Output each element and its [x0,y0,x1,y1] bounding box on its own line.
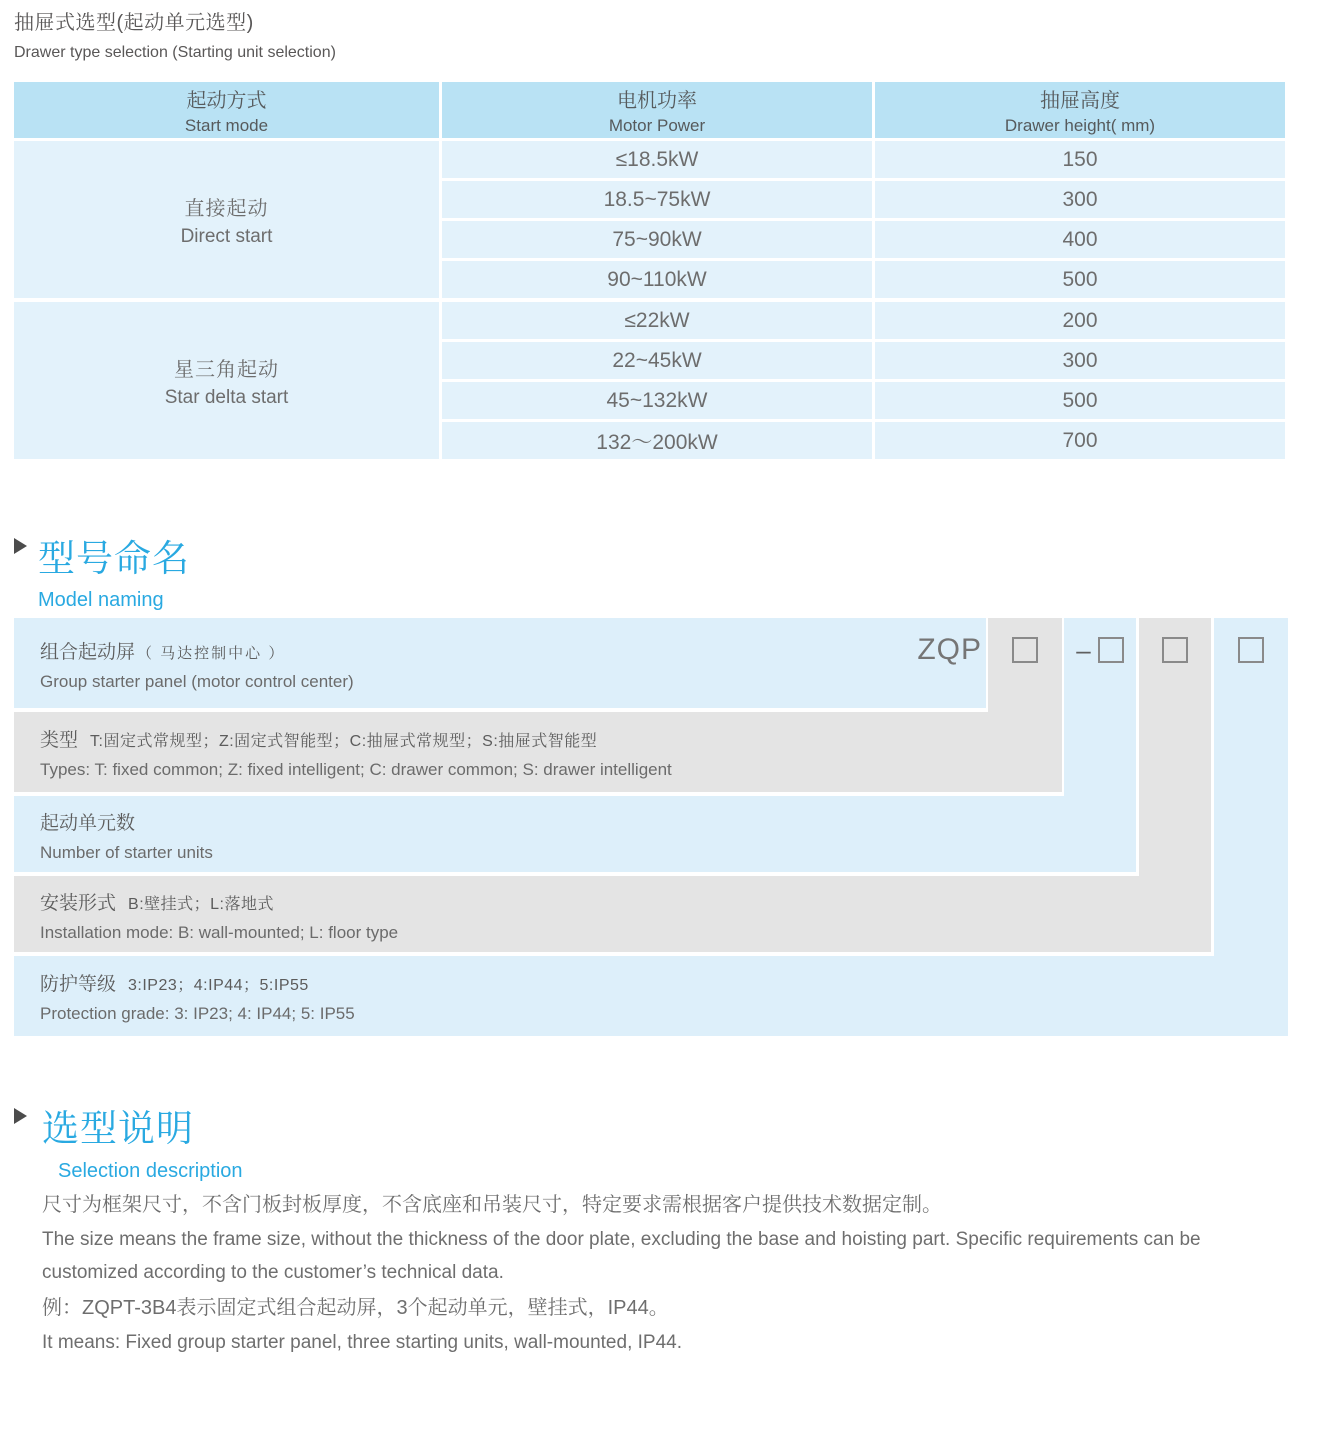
code-slot-protection [1214,618,1288,682]
placeholder-box-icon [1012,637,1038,663]
height-cell: 700 [875,422,1285,459]
page-title-en: Drawer type selection (Starting unit selection) [14,44,336,61]
mode-cn: 直接起动 [184,197,269,220]
model-naming-diagram [14,618,1288,1038]
power-cell: ≤18.5kW [442,141,872,178]
selection-description-body [42,1190,1292,1359]
band-starter-units [14,796,1136,872]
height-cell: 200 [875,302,1285,339]
header-motor-power [442,82,872,138]
height-cell: 400 [875,221,1285,258]
power-cell: 75~90kW [442,221,872,258]
drawer-selection-table [14,82,1285,459]
model-code-zqp: ZQP [917,633,982,666]
power-cell: 22~45kW [442,342,872,379]
placeholder-box-icon [1098,637,1124,663]
section-heading-cn: 型号命名 [38,538,190,579]
band-label-cn: 组合起动屏 [40,642,136,663]
band-cn-line [40,969,1288,996]
table-row [442,302,1285,339]
example-paragraph-cn: 例：ZQPT-3B4表示固定式组合起动屏，3个起动单元，壁挂式，IP44。 [42,1297,669,1319]
band-protection-grade [14,956,1288,1036]
table-row [442,342,1285,379]
page-title-block [14,6,336,62]
description-paragraph-en: The size means the frame size, without the thickness of the door plate, excluding the base and hoisting part. Specific requirements can be customized according to the customer’s technical data. [42,1229,1201,1283]
table-row [442,181,1285,218]
band-detail-cn: 3:IP23；4:IP44；5:IP55 [128,977,309,994]
height-cell: 300 [875,181,1285,218]
section-selection-description-heading [14,1098,243,1183]
power-cell: 45~132kW [442,382,872,419]
header-start-mode-en: Start mode [184,116,269,135]
mode-en: Star delta start [164,386,289,408]
section-model-naming-heading [14,528,190,612]
header-start-mode [14,82,439,138]
power-cell: 90~110kW [442,261,872,298]
band-en-line: Group starter panel (motor control center) [40,672,354,691]
header-motor-power-en: Motor Power [608,116,706,135]
header-start-mode-cn: 起动方式 [186,90,267,112]
group-rows [442,141,1285,298]
mode-en: Direct start [180,225,273,247]
band-text [14,956,1288,1024]
height-cell: 500 [875,382,1285,419]
band-text [14,796,1136,863]
band-en-line: Types: T: fixed common; Z: fixed intelligent; C: drawer common; S: drawer intelligent [40,760,672,779]
header-drawer-height-en: Drawer height( mm) [1004,116,1156,135]
band-installation-mode [14,876,1211,952]
placeholder-box-icon [1162,637,1188,663]
placeholder-box-icon [1238,637,1264,663]
code-slot-type [988,618,1062,682]
height-cell: 300 [875,342,1285,379]
mode-cn: 星三角起动 [174,358,279,381]
band-cn-line [40,637,986,664]
power-cell: ≤22kW [442,302,872,339]
band-text [14,712,1062,780]
table-row [442,422,1285,459]
height-cell: 500 [875,261,1285,298]
band-text [14,876,1211,943]
band-text [14,618,986,692]
band-group-starter-panel [14,618,986,708]
table-row [442,141,1285,178]
band-label-cn: 起动单元数 [40,813,136,834]
header-drawer-height-cn: 抽屉高度 [1040,90,1120,112]
mode-cell-star-delta [14,302,439,459]
page-title-cn: 抽屉式选型(起动单元选型) [14,12,254,34]
table-row [442,382,1285,419]
height-cell: 150 [875,141,1285,178]
band-cn-line [40,888,1211,915]
table-group-star-delta [14,302,1285,459]
group-rows [442,302,1285,459]
band-cn-line [40,725,1062,752]
band-label-cn: 类型 [40,730,79,751]
section-heading-cn: 选型说明 [42,1108,194,1149]
band-en-line: Protection grade: 3: IP23; 4: IP44; 5: IP55 [40,1004,355,1023]
band-types [14,712,1062,792]
triangle-marker-icon [14,1108,27,1124]
example-paragraph-en: It means: Fixed group starter panel, three starting units, wall-mounted, IP44. [42,1332,682,1353]
power-cell: 132～200kW [442,422,872,459]
header-motor-power-cn: 电机功率 [617,90,697,112]
band-en-line: Installation mode: B: wall-mounted; L: floor type [40,923,399,942]
description-paragraph-cn: 尺寸为框架尺寸，不含门板封板厚度，不含底座和吊装尺寸，特定要求需根据客户提供技术数据定制。 [42,1194,942,1216]
power-cell: 18.5~75kW [442,181,872,218]
header-drawer-height [875,82,1285,138]
section-heading-en: Selection description [58,1160,243,1182]
table-row [442,261,1285,298]
triangle-marker-icon [14,538,27,554]
table-row [442,221,1285,258]
table-header-row [14,82,1285,138]
section-heading-en: Model naming [38,589,164,611]
band-cn-line [40,808,1136,835]
band-en-line: Number of starter units [40,843,213,862]
mode-cell-direct-start [14,141,439,298]
table-group-direct-start [14,141,1285,298]
code-slot-installation [1139,618,1211,682]
band-detail-cn: T:固定式常规型；Z:固定式智能型；C:抽屉式常规型；S:抽屉式智能型 [90,733,598,750]
code-slot-units: – [1064,618,1136,682]
band-detail-cn: B:壁挂式；L:落地式 [128,896,274,913]
band-label-cn: 安装形式 [40,893,117,914]
band-detail-cn: （ 马达控制中心 ） [137,645,286,662]
band-label-cn: 防护等级 [40,974,117,995]
